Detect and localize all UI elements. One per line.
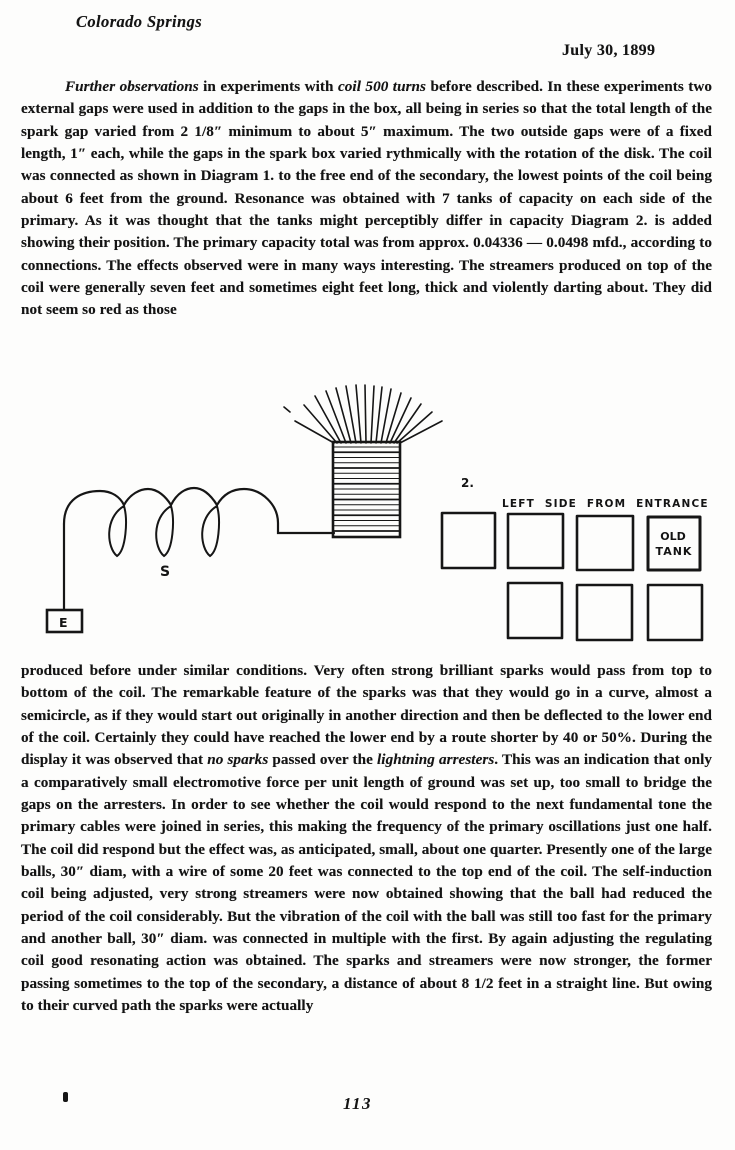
coil-s-label: S xyxy=(160,564,171,580)
text-segment: produced before under similar conditions. Very often strong brilliant sparks would pass from top to bottom of the coil. The remarkable feature of the sparks was that they would go in a curve, almost a semicircle, as if they would start out originally in another direction and then be deflected to the lower end of the coil. Certainly they could have reached the lower end by a route shorter by 40 or 50%. During the display it was observed that xyxy=(21,662,712,769)
text-segment: Further observations xyxy=(65,78,199,95)
header-date: July 30, 1899 xyxy=(562,42,656,59)
old-tank-label-line1: OLD xyxy=(660,530,686,543)
text-segment: passed over the xyxy=(268,751,378,769)
ink-blot xyxy=(63,1092,68,1102)
paragraph-2 xyxy=(21,660,712,1018)
tank-square xyxy=(577,585,632,640)
earth-e-label: E xyxy=(59,615,68,630)
text-segment: lightning arresters xyxy=(377,751,495,769)
diagrams xyxy=(0,378,735,650)
streamer-rays xyxy=(284,385,442,443)
header-location: Colorado Springs xyxy=(76,12,203,31)
old-tank-square xyxy=(648,517,700,570)
paragraph-1 xyxy=(21,76,712,322)
text-segment: no sparks xyxy=(207,751,269,769)
tank-square xyxy=(442,513,495,568)
tank-square xyxy=(508,583,562,638)
diagram-2-caption: LEFT SIDE FROM ENTRANCE xyxy=(502,498,709,510)
tank-square xyxy=(648,585,702,640)
regulating-coil-curve xyxy=(64,488,334,533)
coil-loop-2 xyxy=(156,506,173,556)
text-segment: . This was an indication that only a comparatively small electromotive force per unit length of ground was set up, too small to bridge the gaps on the arresters. In order to see whether the coil would respond to the next fundamental tone the primary cables were joined in series, this making the frequency of the primary oscillations just one half. The coil did respond but the effect was, as anticipated, small, about one quarter. Presently one of the large balls, 30″ diam, with a wire of some 20 feet was connected to the top end of the coil. The self-induction coil being adjusted, very strong streamers were now obtained showing that the ball had reduced the period of the coil considerably. But the vibration of the coil with the ball was still too fast for the primary and another ball, 30″ diam. was connected in multiple with the first. By again adjusting the regulating coil good resonating action was obtained. The sparks and streamers were now stronger, the former passing sometimes to the top of the secondary, a distance of about 8 1/2 feet in a straight line. But owing to their curved path the sparks were actually xyxy=(21,751,712,1015)
tank-square xyxy=(577,516,633,570)
tank-square xyxy=(508,514,563,568)
diagram-1-connection-sketch xyxy=(47,385,442,632)
coil-loop-1 xyxy=(109,506,126,556)
text-segment: in experiments with xyxy=(198,78,338,95)
diagram-2-number: 2. xyxy=(461,476,474,490)
coil-winding-hatch xyxy=(334,447,399,531)
text-segment: before described. In these experiments two external gaps were used in addition to the gaps in the box, all being in series so that the total length of the spark gap varied from 2 1/8″ minimum to about 5″ maximum. The two outside gaps were of a fixed length, 1″ each, while the gaps in the spark box varied rythmically with the rotation of the disk. The coil was connected as shown in Diagram 1. to the free end of the secondary, the lowest points of the coil being about 6 feet from the ground. Resonance was obtained with 7 tanks of capacity on each side of the primary. As it was thought that the tanks might perceptibly differ in capacity Diagram 2. is added showing their position. The primary capacity total was from approx. 0.04336 — 0.0498 mfd., according to connections. The effects observed were in many ways interesting. The streamers produced on top of the coil were generally seven feet and sometimes eight feet long, thick and violently darting about. They did not seem so red as those xyxy=(21,78,712,319)
page-number: 113 xyxy=(343,1094,373,1113)
text-segment: coil 500 turns xyxy=(338,78,426,95)
old-tank-label-line2: TANK xyxy=(655,545,693,558)
coil-loop-3 xyxy=(202,506,219,556)
